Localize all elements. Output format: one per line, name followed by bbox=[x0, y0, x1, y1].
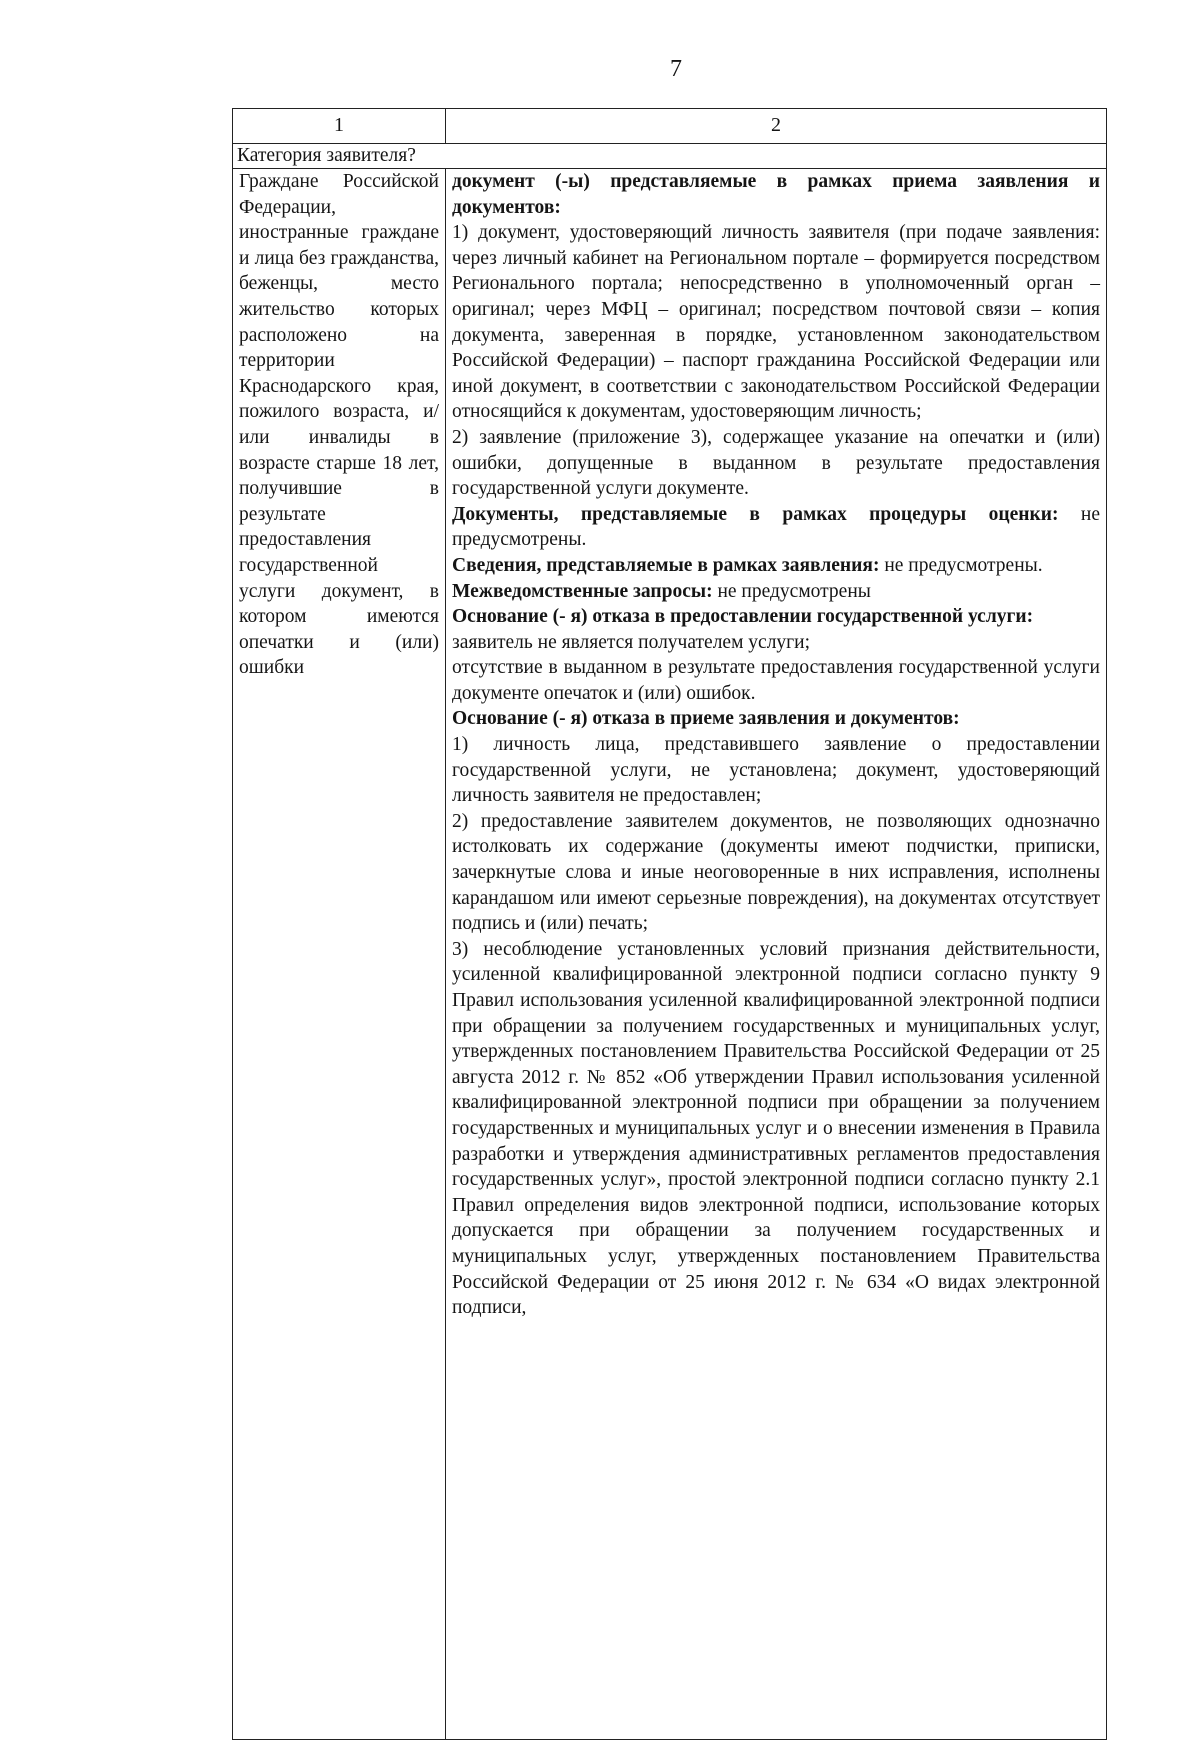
refusal-docs-item-1: 1) личность лица, представившего заявление о предоставлении государственной услуги, не установлена; документ, удостоверяющий личность заявителя не предоставлен; bbox=[452, 734, 1100, 807]
refusal-service-item-1: заявитель не является получателем услуги; bbox=[452, 631, 811, 653]
refusal-docs-heading: Основание (- я) отказа в приеме заявления и документов: bbox=[452, 708, 960, 730]
application-info-value: не предусмотрены. bbox=[879, 554, 1043, 576]
documents-heading: документ (-ы) представляемые в рамках приема заявления и документов: bbox=[452, 171, 1100, 218]
evaluation-docs-line bbox=[452, 502, 1100, 553]
document-item-1: 1) документ, удостоверяющий личность заявителя (при подаче заявления: через личный кабинет на Региональном портале – формируется посредством Регионального портала; непосредственно в уполномоченный орган – оригинал; через МФЦ – оригинал; посредством почтовой связи – копия документа, заверенная в порядке, установленном законодательством Российской Федерации) – паспорт гражданина Российской Федерации или иной документ, в соответствии с законодательством Российской Федерации относящийся к документам, удостоверяющим личность; bbox=[452, 222, 1100, 423]
document-item-2: 2) заявление (приложение 3), содержащее указание на опечатки и (или) ошибки, допущенные в выданном в результате предоставления государственной услуги документе. bbox=[452, 426, 1100, 500]
evaluation-docs-value: не предусмотрены. bbox=[452, 503, 1100, 551]
table-header-row bbox=[233, 109, 1107, 144]
refusal-docs-item-2: 2) предоставление заявителем документов, не позволяющих однозначно истолковать их содержание (документы имеют подчистки, приписки, зачеркнутые слова и иные неоговоренные в них исправления, исполнены карандашом или имеют серьезные повреждения), на документах отсутствует подпись и (или) печать; bbox=[452, 810, 1100, 935]
refusal-service-item-2: отсутствие в выданном в результате предоставления государственной услуги документе опечаток и (или) ошибок. bbox=[452, 657, 1100, 704]
interagency-requests-line bbox=[452, 579, 1100, 605]
applicant-text: Граждане Российской Федерации, иностранные граждане и лица без гражданства, беженцы, место жительство которых расположено на территории Краснодарского края, пожилого возраста, и/или инвалиды в возрасте старше 18 лет, получившие в результате предоставления государственной услуги документ, в котором имеются опечатки и (или) ошибки bbox=[239, 171, 439, 679]
refusal-service-heading: Основание (- я) отказа в предоставлении государственной услуги: bbox=[452, 606, 1034, 628]
service-table bbox=[232, 108, 1107, 1740]
page-number: 7 bbox=[670, 56, 682, 82]
interagency-requests-value: не предусмотрены bbox=[712, 580, 871, 602]
column-2-header: 2 bbox=[446, 109, 1107, 144]
category-row bbox=[233, 144, 1107, 169]
details-cell bbox=[446, 169, 1107, 1740]
category-label: Категория заявителя? bbox=[233, 144, 1107, 169]
refusal-docs-item-3: 3) несоблюдение установленных условий признания действительности, усиленной квалифицированной электронной подписи согласно пункту 9 Правил использования усиленной квалифицированной электронной подписи при обращении за получением государственных и муниципальных услуг, утвержденных постановлением Правительства Российской Федерации от 25 августа 2012 г. № 852 «Об утверждении Правил использования усиленной квалифицированной электронной подписи при обращении за получением государственных и муниципальных услуг и о внесении изменения в Правила разработки и утверждения административных регламентов предоставления государственных услуг», простой электронной подписи согласно пункту 2.1 Правил определения видов электронной подписи, использование которых допускается при обращении за получением государственных и муниципальных услуг, утвержденных постановлением Правительства Российской Федерации от 25 июня 2012 г. № 634 «О видах электронной подписи, bbox=[452, 938, 1100, 1319]
applicant-cell bbox=[233, 169, 446, 1740]
content-row bbox=[233, 169, 1107, 1740]
application-info-label: Сведения, представляемые в рамках заявления: bbox=[452, 554, 880, 576]
evaluation-docs-label: Документы, представляемые в рамках процедуры оценки: bbox=[452, 503, 1059, 525]
interagency-requests-label: Межведомственные запросы: bbox=[452, 580, 713, 602]
application-info-line bbox=[452, 553, 1100, 579]
column-1-header: 1 bbox=[233, 109, 446, 144]
